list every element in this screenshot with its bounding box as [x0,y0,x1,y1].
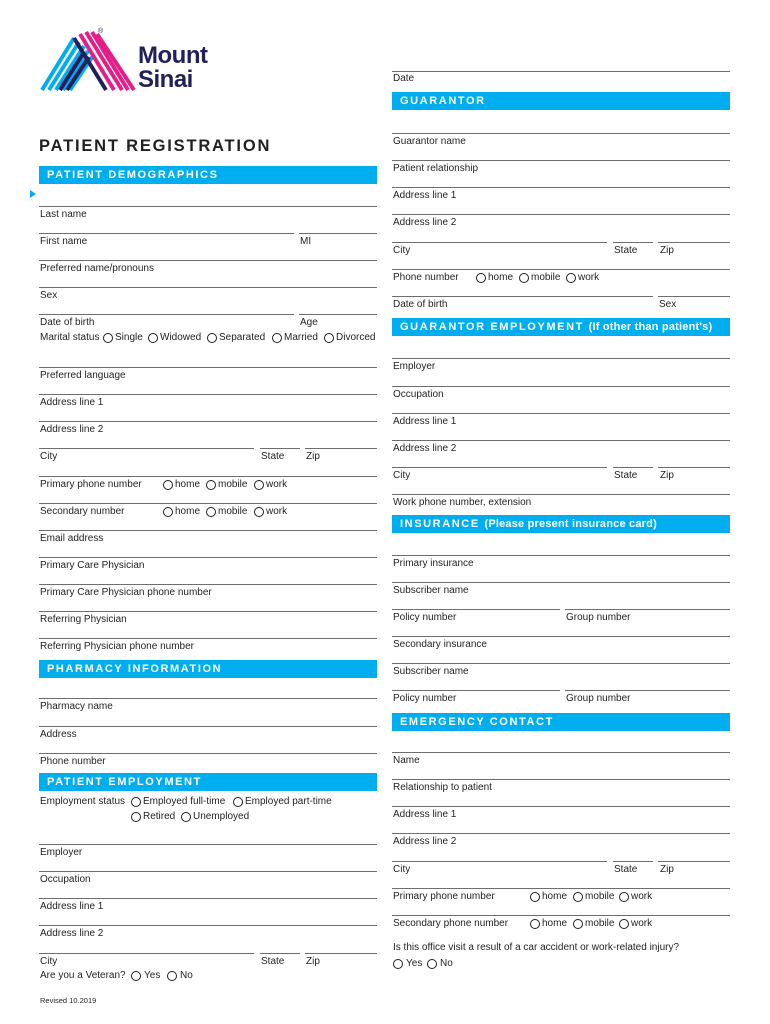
guarantor-relationship-line[interactable] [392,160,730,161]
pcp-line[interactable] [39,557,377,558]
emergency-zip-line[interactable] [658,861,730,862]
section-bar-pharmacy [39,660,377,678]
group-number-2-line[interactable] [565,690,730,691]
marital-single-radio[interactable] [103,333,113,343]
pcp-label: Primary Care Physician [40,560,145,571]
first-name-label: First name [40,236,88,247]
marital-married-label: Married [284,332,318,343]
preferred-language-line[interactable] [39,367,377,368]
primary-phone-mobile-radio[interactable] [206,480,216,490]
guarantor-address-2-label: Address line 2 [393,217,457,228]
guarantor-name-line[interactable] [392,133,730,134]
guarantor-address-2-line[interactable] [392,214,730,215]
patient-emp-address-1-line[interactable] [39,898,377,899]
guarantor-phone-line[interactable] [392,269,730,270]
guarantor-emp-city-line[interactable] [392,467,607,468]
employed-full-time-radio[interactable] [131,797,141,807]
mount-sinai-logo-mark [40,28,140,92]
section-title-patient-employment: PATIENT EMPLOYMENT [47,776,202,788]
guarantor-occupation-label: Occupation [393,389,444,400]
secondary-phone-home-radio[interactable] [163,507,173,517]
primary-phone-home-label: home [175,479,201,490]
emergency-address-1-line[interactable] [392,806,730,807]
marital-divorced-radio[interactable] [324,333,334,343]
primary-phone-home-radio[interactable] [163,480,173,490]
first-name-line[interactable] [39,233,294,234]
guarantor-emp-zip-label: Zip [660,470,674,481]
veteran-no-label: No [180,970,193,981]
revised-date: Revised 10.2019 [40,996,97,1005]
patient-emp-zip-line[interactable] [305,953,377,954]
guarantor-work-phone-label: Work phone number, extension [393,497,532,508]
unemployed-label: Unemployed [193,811,250,822]
marital-single-label: Single [115,332,143,343]
pharmacy-address-line[interactable] [39,726,377,727]
employed-part-time-label: Employed part-time [245,796,332,807]
referring-line[interactable] [39,611,377,612]
emergency-primary-home-radio[interactable] [530,892,540,902]
pharmacy-name-line[interactable] [39,698,377,699]
emergency-state-line[interactable] [613,861,653,862]
page-title: PATIENT REGISTRATION [39,137,272,155]
emergency-city-label: City [393,864,411,875]
guarantor-emp-zip-line[interactable] [658,467,730,468]
section-title-emergency-contact: EMERGENCY CONTACT [400,716,554,728]
employed-part-time-radio[interactable] [233,797,243,807]
section-bar-guarantor [392,92,730,110]
emergency-primary-home-label: home [542,891,568,902]
primary-insurance-label: Primary insurance [393,558,474,569]
marital-married-radio[interactable] [272,333,282,343]
primary-insurance-line[interactable] [392,555,730,556]
guarantor-phone-work-label: work [578,272,600,283]
secondary-phone-mobile-radio[interactable] [206,507,216,517]
emergency-city-line[interactable] [392,861,607,862]
guarantor-emp-state-line[interactable] [613,467,653,468]
group-number-line[interactable] [565,609,730,610]
guarantor-emp-state-label: State [614,470,638,481]
subscriber-name-label: Subscriber name [393,585,469,596]
email-line[interactable] [39,530,377,531]
veteran-no-radio[interactable] [167,971,177,981]
primary-phone-label: Primary phone number [40,479,142,490]
date-label: Date [393,73,415,84]
patient-emp-state-label: State [261,956,285,967]
last-name-line[interactable] [39,206,377,207]
guarantor-address-1-line[interactable] [392,187,730,188]
marital-status-label: Marital status [40,332,100,343]
guarantor-state-label: State [614,245,638,256]
patient-emp-address-2-label: Address line 2 [40,928,104,939]
guarantor-employer-line[interactable] [392,358,730,359]
section-title-guarantor: GUARANTOR [400,95,486,107]
emergency-zip-label: Zip [660,864,674,875]
section-title-insurance: INSURANCE [400,518,480,530]
state-label: State [261,451,285,462]
patient-employer-label: Employer [40,847,83,858]
guarantor-emp-address-1-label: Address line 1 [393,416,457,427]
state-line[interactable] [260,448,300,449]
policy-number-2-label: Policy number [393,693,457,704]
guarantor-emp-address-2-label: Address line 2 [393,443,457,454]
section-bar-insurance [392,515,730,533]
group-number-2-label: Group number [566,693,631,704]
injury-yes-radio[interactable] [393,959,403,969]
referring-phone-line[interactable] [39,638,377,639]
zip-label: Zip [306,451,320,462]
preferred-name-line[interactable] [39,260,377,261]
marital-divorced-label: Divorced [336,332,376,343]
address-line-2-label: Address line 2 [40,424,104,435]
section-bar-guarantor-employment [392,318,730,336]
emergency-secondary-phone-line[interactable] [392,915,730,916]
marital-widowed-radio[interactable] [148,333,158,343]
patient-emp-zip-label: Zip [306,956,320,967]
guarantor-zip-line[interactable] [658,242,730,243]
secondary-phone-work-label: work [266,506,288,517]
section-title-guarantor-employment: GUARANTOR EMPLOYMENT [400,321,584,333]
emergency-name-label: Name [393,755,420,766]
employment-status-label: Employment status [40,796,126,807]
primary-phone-work-radio[interactable] [254,480,264,490]
injury-yes-label: Yes [406,958,423,969]
mount-sinai-logo [40,28,230,94]
section-bar-patient-employment [39,773,377,791]
emergency-primary-work-label: work [631,891,653,902]
logo-text-mount: Mount [138,42,208,69]
injury-no-radio[interactable] [427,959,437,969]
guarantor-sex-label: Sex [659,299,677,310]
retired-radio[interactable] [131,812,141,822]
guarantor-phone-mobile-label: mobile [531,272,561,283]
last-name-label: Last name [40,209,87,220]
section-title-patient-demographics: PATIENT DEMOGRAPHICS [47,169,219,181]
guarantor-state-line[interactable] [613,242,653,243]
dob-label: Date of birth [40,317,95,328]
emergency-name-line[interactable] [392,752,730,753]
group-number-label: Group number [566,612,631,623]
sex-label: Sex [40,290,58,301]
guarantor-occupation-line[interactable] [392,386,730,387]
pcp-phone-line[interactable] [39,584,377,585]
guarantor-phone-mobile-radio[interactable] [519,273,529,283]
guarantor-relationship-label: Patient relationship [393,163,479,174]
subscriber-name-2-label: Subscriber name [393,666,469,677]
policy-number-label: Policy number [393,612,457,623]
emergency-secondary-work-label: work [631,918,653,929]
guarantor-dob-label: Date of birth [393,299,448,310]
pharmacy-address-label: Address [40,729,77,740]
section-bar-emergency-contact [392,713,730,731]
primary-phone-line[interactable] [39,476,377,477]
subscriber-name-line[interactable] [392,582,730,583]
guarantor-address-1-label: Address line 1 [393,190,457,201]
address-line-1-label: Address line 1 [40,397,104,408]
guarantor-emp-address-2-line[interactable] [392,440,730,441]
veteran-question-label: Are you a Veteran? [40,970,126,981]
policy-number-2-line[interactable] [392,690,560,691]
emergency-secondary-phone-label: Secondary phone number [393,918,509,929]
guarantor-phone-label: Phone number [393,272,459,283]
guarantor-city-line[interactable] [392,242,607,243]
guarantor-employer-label: Employer [393,361,436,372]
secondary-phone-work-radio[interactable] [254,507,264,517]
secondary-phone-home-label: home [175,506,201,517]
address-line-1-line[interactable] [39,394,377,395]
zip-line[interactable] [305,448,377,449]
unemployed-radio[interactable] [181,812,191,822]
injury-question-label: Is this office visit a result of a car accident or work-related injury? [393,942,680,953]
guarantor-zip-label: Zip [660,245,674,256]
emergency-relationship-line[interactable] [392,779,730,780]
secondary-insurance-label: Secondary insurance [393,639,487,650]
veteran-yes-radio[interactable] [131,971,141,981]
address-line-2-line[interactable] [39,421,377,422]
pointer-arrow-icon [30,190,36,198]
pharmacy-name-label: Pharmacy name [40,701,113,712]
subscriber-name-2-line[interactable] [392,663,730,664]
policy-number-line[interactable] [392,609,560,610]
guarantor-phone-home-radio[interactable] [476,273,486,283]
pcp-phone-label: Primary Care Physician phone number [40,587,212,598]
emergency-address-2-label: Address line 2 [393,836,457,847]
logo-text-sinai: Sinai [138,66,193,93]
age-label: Age [300,317,318,328]
guarantor-phone-work-radio[interactable] [566,273,576,283]
patient-emp-city-line[interactable] [39,953,254,954]
guarantor-emp-address-1-line[interactable] [392,413,730,414]
retired-label: Retired [143,811,176,822]
secondary-phone-line[interactable] [39,503,377,504]
secondary-phone-mobile-label: mobile [218,506,248,517]
emergency-address-1-label: Address line 1 [393,809,457,820]
patient-occupation-label: Occupation [40,874,91,885]
emergency-secondary-home-label: home [542,918,568,929]
preferred-name-label: Preferred name/pronouns [40,263,154,274]
city-line[interactable] [39,448,254,449]
guarantor-phone-home-label: home [488,272,514,283]
emergency-primary-mobile-label: mobile [585,891,615,902]
injury-no-label: No [440,958,453,969]
mi-label: MI [300,236,312,247]
patient-emp-city-label: City [40,956,58,967]
dob-line[interactable] [39,314,294,315]
city-label: City [40,451,58,462]
patient-occupation-line[interactable] [39,871,377,872]
emergency-primary-mobile-radio[interactable] [573,892,583,902]
age-line[interactable] [299,314,377,315]
employed-full-time-label: Employed full-time [143,796,226,807]
veteran-yes-label: Yes [144,970,161,981]
pharmacy-phone-label: Phone number [40,756,106,767]
secondary-insurance-line[interactable] [392,636,730,637]
email-label: Email address [40,533,104,544]
date-line[interactable] [392,71,730,72]
pharmacy-phone-line[interactable] [39,753,377,754]
patient-emp-address-2-line[interactable] [39,925,377,926]
marital-separated-label: Separated [219,332,266,343]
section-title-pharmacy: PHARMACY INFORMATION [47,663,223,675]
primary-phone-work-label: work [266,479,288,490]
patient-emp-state-line[interactable] [260,953,300,954]
emergency-state-label: State [614,864,638,875]
marital-separated-radio[interactable] [207,333,217,343]
emergency-address-2-line[interactable] [392,833,730,834]
marital-widowed-label: Widowed [160,332,202,343]
logo-registered-mark: ® [98,28,104,35]
guarantor-work-phone-line[interactable] [392,494,730,495]
guarantor-city-label: City [393,245,411,256]
section-note-guarantor-employment: (If other than patient's) [588,321,713,333]
referring-phone-label: Referring Physician phone number [40,641,194,652]
patient-emp-address-1-label: Address line 1 [40,901,104,912]
guarantor-sex-line[interactable] [658,296,730,297]
preferred-language-label: Preferred language [40,370,126,381]
emergency-primary-phone-label: Primary phone number [393,891,495,902]
guarantor-emp-city-label: City [393,470,411,481]
guarantor-dob-line[interactable] [392,296,653,297]
emergency-relationship-label: Relationship to patient [393,782,492,793]
primary-phone-mobile-label: mobile [218,479,248,490]
emergency-primary-work-radio[interactable] [619,892,629,902]
emergency-secondary-home-radio[interactable] [530,919,540,929]
section-note-insurance: (Please present insurance card) [484,518,657,530]
emergency-secondary-mobile-radio[interactable] [573,919,583,929]
mi-line[interactable] [299,233,377,234]
sex-line[interactable] [39,287,377,288]
guarantor-name-label: Guarantor name [393,136,466,147]
section-bar-patient-demographics [39,166,377,184]
secondary-phone-label: Secondary number [40,506,125,517]
emergency-secondary-work-radio[interactable] [619,919,629,929]
emergency-primary-phone-line[interactable] [392,888,730,889]
referring-label: Referring Physician [40,614,127,625]
patient-employer-line[interactable] [39,844,377,845]
emergency-secondary-mobile-label: mobile [585,918,615,929]
